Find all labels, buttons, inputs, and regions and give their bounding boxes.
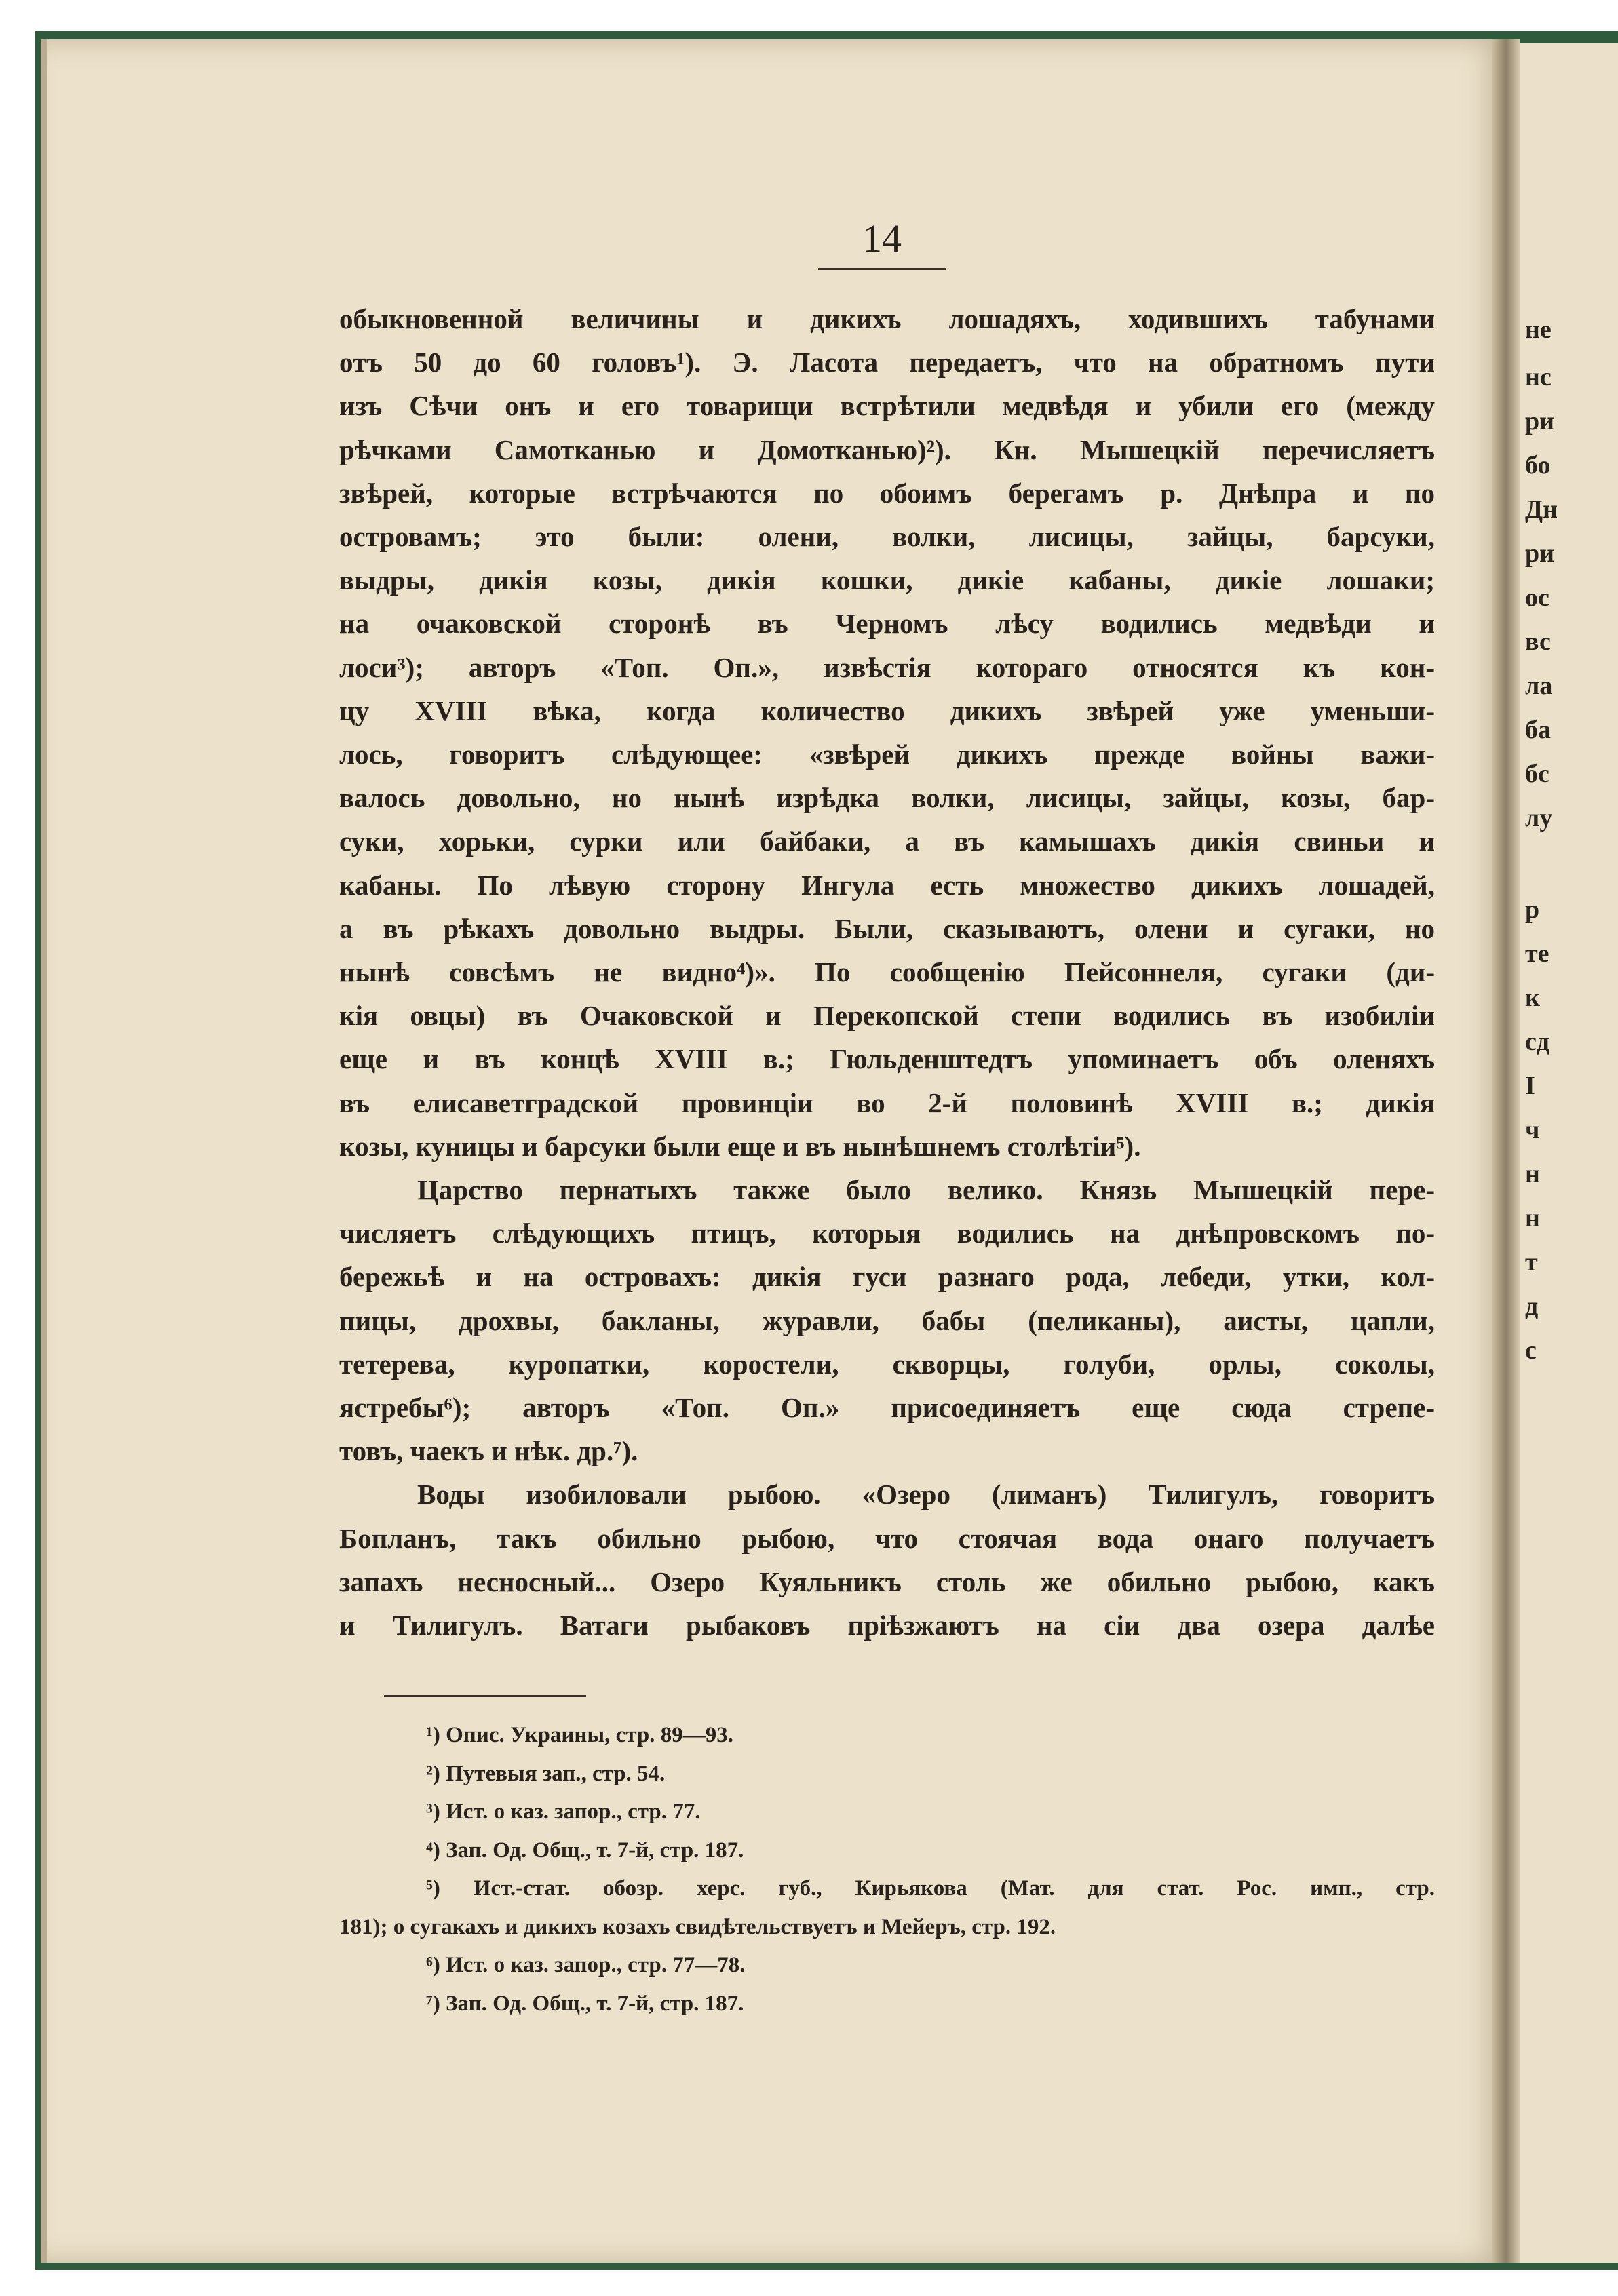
text-line: цу XVIII вѣка, когда количество дикихъ звѣрей уже уменьши- [339,695,1435,726]
text-line: изъ Сѣчи онъ и его товарищи встрѣтили медвѣдя и убили его (между [339,390,1435,422]
text-line: отъ 50 до 60 головъ¹). Э. Ласота передаетъ, что на обратномъ пути [339,347,1435,378]
text-line: кія овцы) въ Очаковской и Перекопской степи водились въ изобиліи [339,1000,1435,1032]
footnote: ⁷) Зап. Од. Общ., т. 7-й, стр. 187. [426,1991,744,2016]
right-page-text-fragment: т [1525,1248,1538,1277]
text-line: товъ, чаекъ и нѣк. др.⁷). [339,1435,638,1467]
footnote: ⁴) Зап. Од. Общ., т. 7-й, стр. 187. [426,1837,744,1863]
right-page-text-fragment: р [1525,895,1540,924]
text-line: числяетъ слѣдующихъ птицъ, которыя водились на днѣпровскомъ по- [339,1218,1435,1249]
right-page-text-fragment: к [1525,984,1540,1012]
text-line: Бопланъ, такъ обильно рыбою, что стоячая вода онаго получаетъ [339,1522,1435,1554]
right-page-text-fragment: те [1525,939,1549,968]
footnote: ¹) Опис. Украины, стр. 89—93. [426,1723,734,1747]
right-page-text-fragment: ла [1525,672,1553,700]
right-page-fragment [1520,43,1618,2263]
text-line: козы, куницы и барсуки были еще и въ нынѣшнемъ столѣтіи⁵). [339,1130,1141,1162]
text-line: суки, хорьки, сурки или байбаки, а въ камышахъ дикія свиньи и [339,825,1435,857]
right-page-text-fragment: ос [1525,583,1549,612]
right-page-text-fragment: ч [1525,1116,1540,1144]
text-line: рѣчками Самотканью и Домотканью)²). Кн. Мышецкій перечисляетъ [339,433,1435,465]
text-line: обыкновенной величины и дикихъ лошадяхъ, ходившихъ табунами [339,303,1435,334]
text-line: еще и въ концѣ XVIII в.; Гюльденштедтъ упоминаетъ объ оленяхъ [339,1043,1435,1075]
text-line: бережьѣ и на островахъ: дикія гуси разнаго рода, лебеди, утки, кол- [339,1261,1435,1293]
text-line: пицы, дрохвы, бакланы, журавли, бабы (пеликаны), аисты, цапли, [339,1304,1435,1336]
footnote: 181); о сугакахъ и дикихъ козахъ свидѣтельствуетъ и Мейеръ, стр. 192. [339,1914,1056,1939]
text-line: нынѣ совсѣмъ не видно⁴)». По сообщенію Пейсоннеля, сугаки (ди- [339,956,1435,988]
text-line: звѣрей, которые встрѣчаются по обоимъ берегамъ р. Днѣпра и по [339,477,1435,509]
text-line: тетерева, куропатки, коростели, скворцы, голуби, орлы, соколы, [339,1348,1435,1380]
right-page-text-fragment: I [1525,1072,1535,1100]
text-line: на очаковской сторонѣ въ Черномъ лѣсу водились медвѣди и [339,608,1435,640]
footnote: ⁶) Ист. о каз. запор., стр. 77—78. [426,1953,746,1977]
text-line: и Тилигулъ. Ватаги рыбаковъ пріѣзжаютъ на сіи два озера далѣе [339,1610,1435,1641]
text-line: Царство пернатыхъ также было велико. Князь Мышецкій пере- [417,1174,1435,1206]
text-line: кабаны. По лѣвую сторону Ингула есть множество дикихъ лошадей, [339,869,1435,901]
text-line: валось довольно, но нынѣ изрѣдка волки, лисицы, зайцы, козы, бар- [339,782,1435,814]
text-line: въ елисаветградской провинціи во 2-й половинѣ XVIII в.; дикія [339,1087,1435,1118]
right-page-text-fragment: н [1525,1160,1540,1188]
footnote: ⁵) Ист.-стат. обозр. херс. губ., Кирьякова (Мат. для стат. Рос. имп., стр. [426,1876,1435,1901]
text-line: а въ рѣкахъ довольно выдры. Были, сказываютъ, олени и сугаки, но [339,912,1435,944]
right-page-text-fragment: с [1525,1336,1537,1365]
right-page-text-fragment: ри [1525,539,1555,568]
right-page-text-fragment: вс [1525,627,1551,656]
text-line: запахъ несносный... Озеро Куяльникъ столь же обильно рыбою, какъ [339,1565,1435,1597]
right-page-text-fragment: бс [1525,760,1549,788]
text-line: лось, говоритъ слѣдующее: «звѣрей дикихъ прежде войны важи- [339,739,1435,771]
footnote: ³) Ист. о каз. запор., стр. 77. [426,1799,701,1824]
right-page-text-fragment: д [1525,1292,1539,1321]
right-page-text-fragment: лу [1525,804,1553,832]
right-page-text-fragment: н [1525,1204,1540,1232]
text-line: ястребы⁶); авторъ «Топ. Оп.» присоединяетъ еще сюда стрепе- [339,1392,1435,1424]
footnotes [339,1716,1435,2023]
text-line: лоси³); авторъ «Топ. Оп.», извѣстія котораго относятся къ кон- [339,651,1435,683]
footnote-rule [384,1695,586,1697]
right-page-text-fragment: бо [1525,451,1551,480]
text-line: выдры, дикія козы, дикія кошки, дикіе кабаны, дикіе лошаки; [339,564,1435,596]
text-line: Воды изобиловали рыбою. «Озеро (лиманъ) Тилигулъ, говоритъ [417,1479,1435,1511]
right-page-text-fragment: не [1525,315,1552,344]
right-page-text-fragment: ба [1525,716,1551,744]
right-page-text-fragment: сд [1525,1028,1550,1056]
page-number: 14 [818,216,946,270]
main-text [339,297,1435,1647]
right-page-text-fragment: ри [1525,407,1555,435]
footnote: ²) Путевыя зап., стр. 54. [426,1761,666,1786]
text-line: островамъ; это были: олени, волки, лисицы, зайцы, барсуки, [339,521,1435,553]
right-page-text-fragment: Дн [1525,495,1558,524]
book-gutter [1492,39,1520,2263]
right-page-text-fragment: нс [1525,363,1552,391]
